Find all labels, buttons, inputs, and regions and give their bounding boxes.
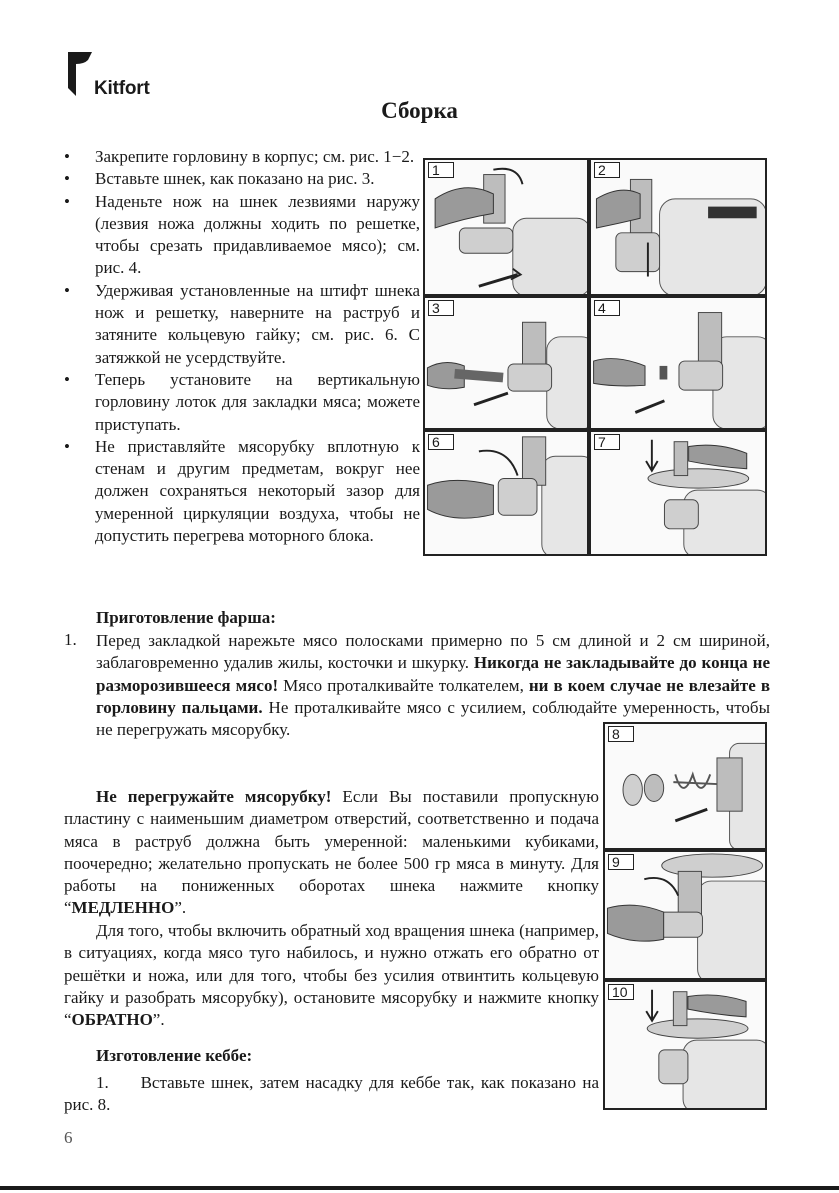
figure-number: 8 [608,726,634,742]
kitfort-logo [66,50,186,100]
figure-7 [589,430,767,556]
figure-number: 10 [608,984,634,1000]
figure-4 [589,296,767,430]
list-item: • Наденьте нож на шнек лезвиями наружу (лезвия ножа должны ходить по решетке, чтобы срезать придавливаемое мясо); см. рис. 4. [64,191,420,280]
illustration-kebbe-nozzle [605,724,765,848]
figure-number: 6 [428,434,454,450]
brand-name: Kitfort [94,78,150,99]
list-item: • Не приставляйте мясорубку вплотную к стенам и другим предметам, вокруг нее должен сохраняться некоторый зазор для умеренной циркуляции воздуха, чтобы не допустить перегрева моторного блока. [64,436,420,547]
figure-3 [423,296,589,430]
figure-number: 2 [594,162,620,178]
mince-paragraph-1: Перед закладкой нарежьте мясо полосками примерно по 5 см длиной и 2 см шириной, заблаговременно удалив жилы, косточки и шкурку. Никогда не закладывайте до конца не разморозившееся мясо! Мясо проталкивайте толкателем, ни в коем случае не влезайте в горловину пальцами. Не проталкивайте мясо с усилием, соблюдайте умеренность, чтобы не перегружать мясорубку. [96,631,771,740]
illustration-tighten-nut [425,432,587,554]
kebbe-heading: Изготовление кеббе: [96,1046,253,1065]
assembly-steps-list [64,146,420,547]
figure-number: 7 [594,434,620,450]
illustration-insert-auger [425,298,587,428]
list-item: • Теперь установите на вертикальную горловину лоток для закладки мяса; можете приступать. [64,369,420,436]
figure-10 [603,980,767,1110]
figure-number: 3 [428,300,454,316]
mince-heading: Приготовление фарша: [96,608,276,627]
figure-9 [603,850,767,980]
kebbe-step-1: 1. Вставьте шнек, затем насадку для кеббе так, как показано на рис. 8. [64,1073,599,1115]
illustration-attach-neck [425,160,587,294]
figure-2 [589,158,767,296]
illustration-lock-neck [591,160,765,294]
figure-number: 1 [428,162,454,178]
illustration-fit-knife [591,298,765,428]
figure-8 [603,722,767,850]
page-number: 6 [64,1128,73,1147]
bottom-divider [0,1186,839,1190]
figure-number: 4 [594,300,620,316]
overload-paragraph: Не перегружайте мясорубку! Если Вы поставили пропускную пластину с наименьшим диаметром отверстий, соответственно и подача мяса в раструб должна быть умеренной: маленькими кубиками, поочередно; желательно пропускать не более 500 гр мяса в минуту. Для работы на пониженных оборотах шнека нажмите кнопку “МЕДЛЕННО”. [64,787,599,918]
illustration-attach-kebbe [605,852,765,978]
reverse-paragraph: Для того, чтобы включить обратный ход вращения шнека (например, в ситуациях, когда мясо туго набилось, и нужно отжать его обратно от решётки и ножа, или для того, чтобы без усилия отвинтить кольцевую гайку и разобрать мясорубку), остановите мясорубку и нажмите кнопку “ОБРАТНО”. [64,921,599,1030]
kitfort-logo-mark-icon [66,50,96,98]
illustration-install-tray [591,432,765,554]
list-item: • Удерживая установленные на штифт шнека нож и решетку, наверните на раструб и затяните кольцевую гайку; см. рис. 6. С затяжкой не усердствуйте. [64,280,420,369]
list-number: 1. [64,630,77,649]
list-item: • Вставьте шнек, как показано на рис. 3. [64,168,420,190]
list-item: • Закрепите горловину в корпус; см. рис. 1−2. [64,146,420,168]
figure-number: 9 [608,854,634,870]
figure-6 [423,430,589,556]
figure-1 [423,158,589,296]
page-title: Сборка [381,98,458,123]
illustration-kebbe-tray [605,982,765,1108]
